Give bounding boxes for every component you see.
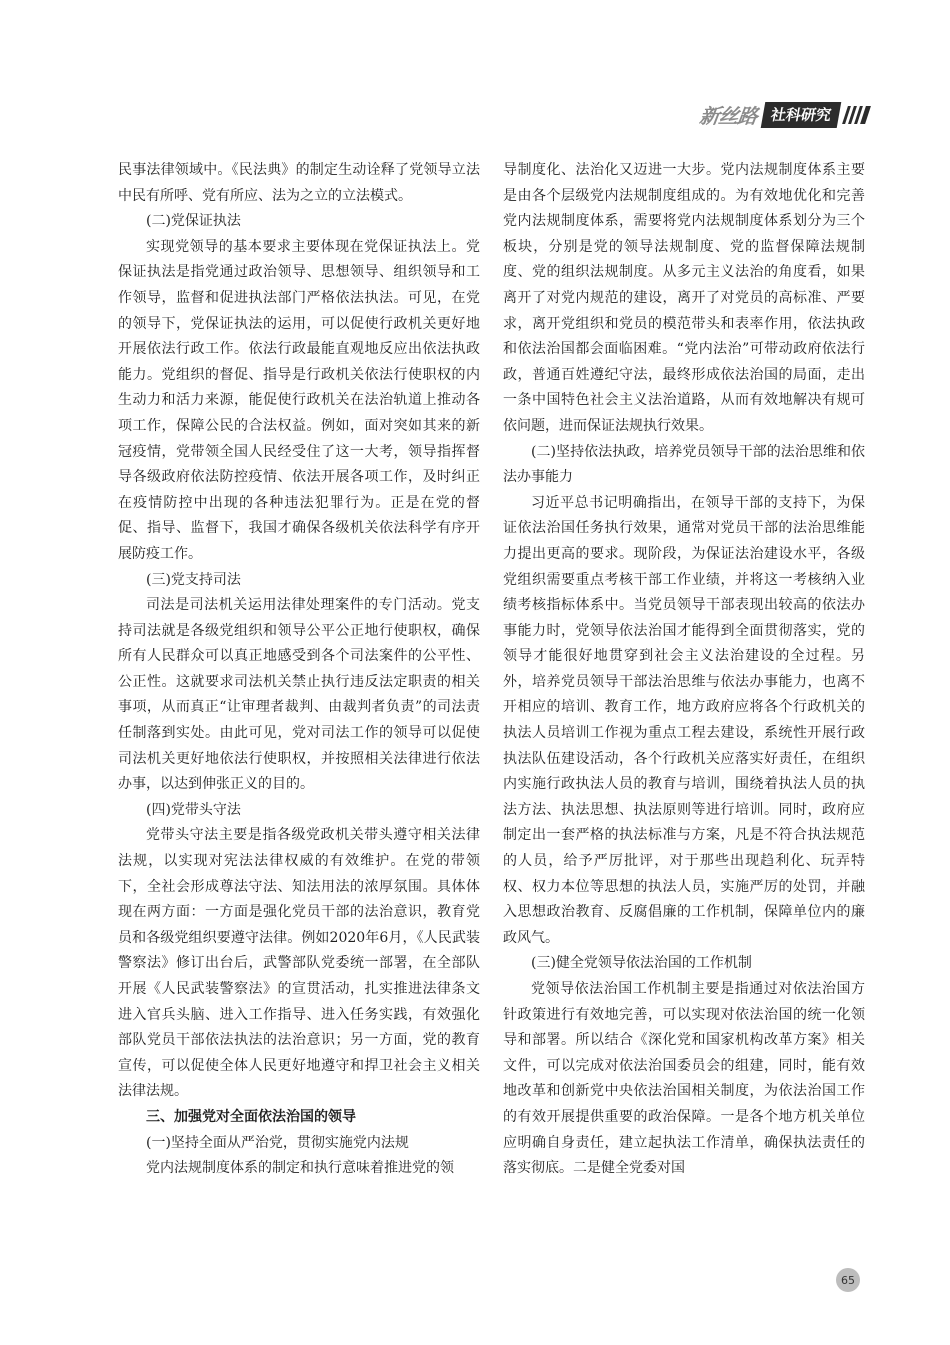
section-tag: 社科研究 [761,102,842,128]
subheading-party-supports-judiciary: (三)党支持司法 [146,571,241,588]
paragraph: 习近平总书记明确指出，在领导干部的支持下，为保证依法治国任务执行效果，通常对党员干部的法治思维能力提出更高的要求。现阶段，为保证法治建设水平，各级党组织需要重点考核干部工作业绩，并将这一考核纳入业绩考核指标体系中。当党员领导干部表现出较高的依法办事能力时，党领导依法治国才能得到全面贯彻落实，党的领导才能很好地贯穿到社会主义法治建设的全过程。另外，培养党员领导干部法治思维与依法办事能力，也离不开相应的培训、教育工作，地方政府应将各个行政机关的执法人员培训工作视为重点工程去建设，系统性开展行政执法队伍建设活动，各个行政机关应落实好责任，在组织内实施行政执法人员的教育与培训，围绕着执法人员的执法方法、执法思想、执法原则等进行培训。同时，政府应制定出一套严格的执法标准与方案，凡是不符合执法规范的人员，给予严厉批评，对于那些出现趋利化、玩弄特权、权力本位等思想的执法人员，实施严厉的处罚，并融入思想政治教育、反腐倡廉的工作机制，保障单位内的廉政风气。 [503,494,865,946]
subheading-party-ensures-enforcement: (二)党保证执法 [146,213,241,230]
right-column [503,158,865,1182]
subheading-strict-party-governance: (一)坚持全面从严治党，贯彻实施党内法规 [146,1134,409,1151]
subheading-working-mechanism: (三)健全党领导依法治国的工作机制 [531,955,752,972]
paragraph: 实现党领导的基本要求主要体现在党保证执法上。党保证执法是指党通过政治领导、思想领导、组织领导和工作领导，监督和促进执法部门严格依法执法。可见，在党的领导下，党保证执法的运用，可以促使行政机关更好地开展依法行政工作。依法行政最能直观地反应出依法执政能力。党组织的督促、指导是行政机关依法行使职权的内生动力和活力来源，能促使行政机关在法治轨道上推动各项工作，保障公民的合法权益。例如，面对突如其来的新冠疫情，党带领全国人民经受住了这一大考，领导指挥督导各级政府依法防控疫情、依法开展各项工作，及时纠正在疫情防控中出现的各种违法犯罪行为。正是在党的督促、指导、监督下，我国才确保各级机关依法科学有序开展防疫工作。 [118,238,480,562]
page-header [700,100,868,129]
paragraph: 党带头守法主要是指各级党政机关带头遵守相关法律法规，以实现对宪法法律权威的有效维护。在党的带领下，全社会形成尊法守法、知法用法的浓厚氛围。具体体现在两方面：一方面是强化党员干部的法治意识，教育党员和各级党组织要遵守法律。例如2020年6月，《人民武装警察法》修订出台后，武警部队党委统一部署，在全部队开展《人民武装警察法》的宣贯活动，扎实推进法律条文进入官兵头脑、进入工作指导、进入任务实践，有效强化部队党员干部依法执法的法治意识；另一方面，党的教育宣传，可以促使全体人民更好地遵守和捍卫社会主义相关法律法规。 [118,827,480,1100]
subheading-governance-by-law: (二)坚持依法执政，培养党员领导干部的法治思维和依法办事能力 [503,443,865,486]
page-number: 65 [836,1268,860,1292]
paragraph-continuation: 导制度化、法治化又迈进一大步。党内法规制度体系主要是由各个层级党内法规制度组成的。为有效地优化和完善党内法规制度体系，需要将党内法规制度体系划分为三个板块，分别是党的领导法规制度、党的监督保障法规制度、党的组织法规制度。从多元主义法治的角度看，如果离开了对党内规范的建设，离开了对党员的高标准、严要求，离开党组织和党员的模范带头和表率作用，依法执政和依法治国都会面临困难。“党内法治”可带动政府依法行政，普通百姓遵纪守法，最终形成依法治国的局面，走出一条中国特色社会主义法治道路，从而有效地解决有规可依问题，进而保证法规执行效果。 [503,162,865,434]
section-heading-three: 三、加强党对全面依法治国的领导 [146,1108,356,1125]
left-column [118,158,480,1182]
decorative-slashes [845,105,868,125]
paragraph: 党内法规制度体系的制定和执行意味着推进党的领 [146,1160,454,1177]
paragraph: 党领导依法治国工作机制主要是指通过对依法治国方针政策进行有效地完善，可以实现对依法治国的统一化领导和部署。所以结合《深化党和国家机构改革方案》相关文件，可以完成对依法治国委员会的组建，同时，能有效地改革和创新党中央依法治国相关制度，为依法治国工作的有效开展提供重要的政治保障。一是各个地方机关单位应明确自身责任，建立起执法工作清单，确保执法责任的落实彻底。二是健全党委对国 [503,981,865,1177]
paragraph: 司法是司法机关运用法律处理案件的专门活动。党支持司法就是各级党组织和领导公平公正地行使职权，确保所有人民群众可以真正地感受到各个司法案件的公平性、公正性。这就要求司法机关禁止执行违反法定职责的相关事项，从而真正“让审理者裁判、由裁判者负责”的司法责任制落到实处。由此可见，党对司法工作的领导可以促使司法机关更好地依法行使职权，并按照相关法律进行依法办事，以达到伸张正义的目的。 [118,597,480,793]
journal-logo: 新丝路 [698,104,759,128]
paragraph-continuation: 民事法律领域中。《民法典》的制定生动诠释了党领导立法中民有所呼、党有所应、法为之立的立法模式。 [118,162,480,204]
subheading-party-leads-law-abiding: (四)党带头守法 [146,801,241,818]
